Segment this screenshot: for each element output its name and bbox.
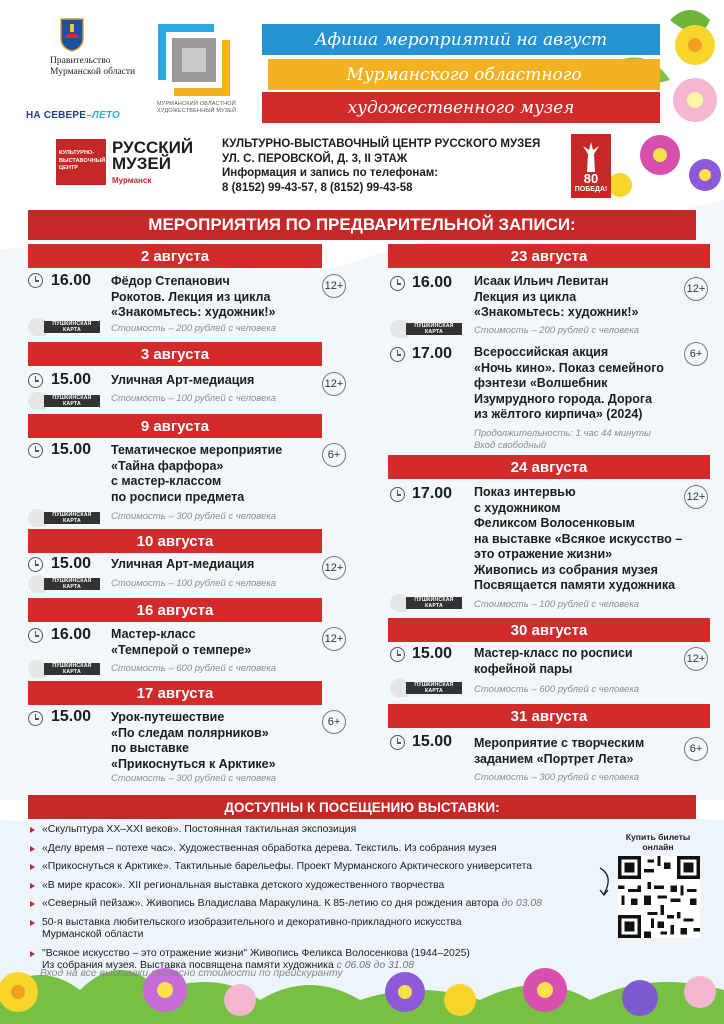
event-title: Мастер-класс по росписи кофейной пары <box>474 646 633 676</box>
museum-caption: МУРМАНСКИЙ ОБЛАСТНОЙ ХУДОЖЕСТВЕННЫЙ МУЗЕЙ <box>157 101 237 114</box>
venue-phones: 8 (8152) 99-43-57, 8 (8152) 99-43-58 <box>222 181 413 194</box>
event-price: Стоимость – 200 рублей с человека <box>474 325 640 336</box>
pushkin-card-logo: ПУШКИНСКАЯ КАРТА <box>390 679 464 697</box>
age-rating-badge: 12+ <box>322 274 346 298</box>
age-rating-badge: 12+ <box>684 277 708 301</box>
exhibition-item: 50-я выставка любительского изобразительного и декоративно-прикладного искусства Мурманской области <box>28 917 608 942</box>
nasevere-text: НА СЕВЕРЕ <box>26 110 87 121</box>
event-title: Уличная Арт-медиация <box>111 373 255 387</box>
pushkin-card-logo: ПУШКИНСКАЯ КАРТА <box>28 318 102 336</box>
qr-code-icon[interactable] <box>618 856 700 938</box>
exhibition-item: «Северный пейзаж». Живопись Владислава Маракулина. К 85-летию со дня рождения автора до 03.08 <box>28 898 608 911</box>
event-price: Стоимость – 300 рублей с человека <box>111 773 277 784</box>
day-header: 9 августа <box>28 414 322 438</box>
russian-museum-logo: КУЛЬТУРНО- ВЫСТАВОЧНЫЙ ЦЕНТР <box>56 139 106 185</box>
event-time: 17.00 <box>412 345 453 362</box>
event-title: Фёдор Степанович Рокотов. Лекция из цикла «Знакомьтесь: художник!» <box>111 274 276 319</box>
day-header: 23 августа <box>388 244 710 268</box>
banner-title-line-3: художественного музея <box>262 92 660 123</box>
event-time: 15.00 <box>51 555 92 572</box>
venue-address: УЛ. С. ПЕРОВСКОЙ, Д. 3, II ЭТАЖ <box>222 152 408 165</box>
pushkin-card-logo: ПУШКИНСКАЯ КАРТА <box>28 392 102 410</box>
venue-name: КУЛЬТУРНО-ВЫСТАВОЧНЫЙ ЦЕНТР РУССКОГО МУЗЕЯ <box>222 138 541 150</box>
exhibition-dates: до 03.08 <box>498 898 542 909</box>
event-time: 16.00 <box>51 272 92 289</box>
day-header: 16 августа <box>28 598 322 622</box>
age-rating-badge: 6+ <box>684 342 708 366</box>
exhibition-item: «Прикоснуться к Арктике». Тактильные барельефы. Проект Мурманского Арктического университета <box>28 861 608 874</box>
russian-museum-name <box>112 140 193 172</box>
event-price: Стоимость – 600 рублей с человека <box>474 684 640 695</box>
nasevere-leto-logo <box>26 110 120 121</box>
age-rating-badge: 6+ <box>684 737 708 761</box>
day-header: 10 августа <box>28 529 322 553</box>
event-price: Стоимость – 100 рублей с человека <box>474 599 640 610</box>
pobeda-word: ПОБЕДА! <box>574 186 608 193</box>
event-time: 17.00 <box>412 485 453 502</box>
event-time: 16.00 <box>51 626 92 643</box>
rm-name-line-2: МУЗЕЙ <box>112 154 171 173</box>
banner-title-line-1: Афиша мероприятий на август <box>262 24 660 55</box>
event-price: Стоимость – 300 рублей с человека <box>111 511 277 522</box>
event-title: Всероссийская акция «Ночь кино». Показ семейного фэнтези «Волшебник Изумрудного города. Дорога из жёлтого кирпича» (2024) <box>474 345 664 421</box>
event-title: Уличная Арт-медиация <box>111 557 255 571</box>
pushkin-card-logo: ПУШКИНСКАЯ КАРТА <box>28 660 102 678</box>
russian-museum-city: Мурманск <box>112 176 152 185</box>
murmansk-crest-icon <box>60 18 84 52</box>
day-header: 30 августа <box>388 618 710 642</box>
event-title: Тематическое мероприятие «Тайна фарфора» с мастер-классом по росписи предмета <box>111 443 283 504</box>
entry-note: Вход на все выставки согласно стоимости по прейскуранту <box>40 968 343 979</box>
event-time: 16.00 <box>412 274 453 291</box>
age-rating-badge: 6+ <box>322 710 346 734</box>
buy-tickets-label: Купить билеты онлайн <box>625 832 691 852</box>
exhibition-item: «В мире красок». XII региональная выставка детского художественного творчества <box>28 880 608 893</box>
pushkin-card-logo: ПУШКИНСКАЯ КАРТА <box>28 575 102 593</box>
exhibition-item: «Делу время – потехе час». Художественная обработка дерева. Текстиль. Из собрания музея <box>28 843 608 856</box>
pushkin-card-logo: ПУШКИНСКАЯ КАРТА <box>28 509 102 527</box>
monument-icon <box>581 142 601 172</box>
event-title: Показ интервью с художником Феликсом Волосенковым на выставке «Всякое искусство – это отражение жизни» Живопись из собрания музея Посвящается памяти художника <box>474 485 683 592</box>
section-title-registration: МЕРОПРИЯТИЯ ПО ПРЕДВАРИТЕЛЬНОЙ ЗАПИСИ: <box>28 210 696 240</box>
exhibitions-list <box>28 824 608 979</box>
day-header: 24 августа <box>388 455 710 479</box>
event-time: 15.00 <box>412 645 453 662</box>
day-header: 17 августа <box>28 681 322 705</box>
event-price: Стоимость – 200 рублей с человека <box>111 323 277 334</box>
exhibition-dates: с 06.08 до 31.08 <box>333 960 415 971</box>
event-title: Исаак Ильич Левитан Лекция из цикла «Знакомьтесь: художник!» <box>474 274 639 319</box>
event-title: Урок-путешествие «По следам полярников» по выставке «Прикоснуться к Арктике» <box>111 710 276 771</box>
age-rating-badge: 12+ <box>322 556 346 580</box>
pushkin-card-logo: ПУШКИНСКАЯ КАРТА <box>390 320 464 338</box>
age-rating-badge: 6+ <box>322 443 346 467</box>
event-price: Стоимость – 100 рублей с человека <box>111 393 277 404</box>
venue-info <box>222 137 540 195</box>
exhibition-item: "Всякое искусство – это отражение жизни" Живопись Феликса Волосенкова (1944–2025) Из собрания музея. Выставка посвящена памяти художника с 06.08 до 31.08 <box>28 948 608 973</box>
event-time: 15.00 <box>51 441 92 458</box>
event-free-entry: Вход свободный <box>474 440 547 451</box>
day-header: 31 августа <box>388 704 710 728</box>
event-title: Мастер-класс «Темперой о темпере» <box>111 627 252 657</box>
leto-text: –ЛЕТО <box>86 110 121 121</box>
pobeda-number: 80 <box>583 171 599 186</box>
banner-title-line-2: Мурманского областного <box>268 59 660 90</box>
event-time: 15.00 <box>51 371 92 388</box>
event-time: 15.00 <box>51 708 92 725</box>
age-rating-badge: 12+ <box>322 627 346 651</box>
exhibition-item: «Скульптура XX–XXI веков». Постоянная тактильная экспозиция <box>28 824 608 837</box>
government-name: Правительство Мурманской области <box>50 56 136 77</box>
age-rating-badge: 12+ <box>684 485 708 509</box>
day-header: 3 августа <box>28 342 322 366</box>
event-price: Стоимость – 100 рублей с человека <box>111 578 277 589</box>
event-title: Мероприятие с творческим заданием «Портрет Лета» <box>474 736 645 766</box>
event-time: 15.00 <box>412 733 453 750</box>
rm-name-line-1: РУССКИЙ <box>112 138 194 157</box>
arrow-icon <box>596 866 616 898</box>
exhibitions-title: ДОСТУПНЫ К ПОСЕЩЕНИЮ ВЫСТАВКИ: <box>28 795 696 819</box>
age-rating-badge: 12+ <box>322 372 346 396</box>
venue-info-label: Информация и запись по телефонам: <box>222 167 439 179</box>
pobeda-80-logo <box>571 134 611 198</box>
event-duration: Продолжительность: 1 час 44 минуты <box>474 428 652 439</box>
age-rating-badge: 12+ <box>684 647 708 671</box>
event-price: Стоимость – 300 рублей с человека <box>474 772 640 783</box>
museum-logo-icon <box>156 22 232 98</box>
event-price: Стоимость – 600 рублей с человека <box>111 663 277 674</box>
day-header: 2 августа <box>28 244 322 268</box>
pushkin-card-logo: ПУШКИНСКАЯ КАРТА <box>390 594 464 612</box>
